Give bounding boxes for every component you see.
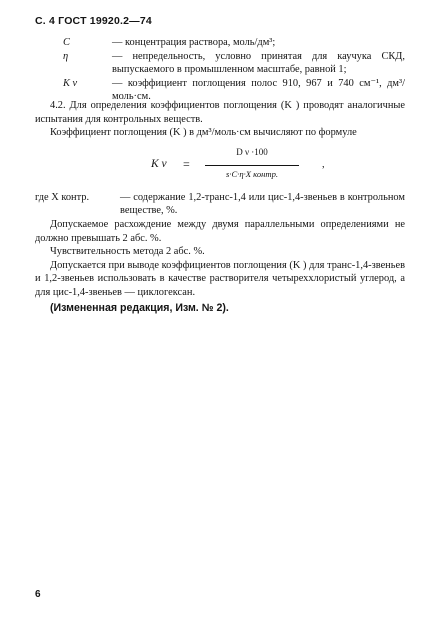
definition-symbol: С xyxy=(63,37,70,48)
definition-item xyxy=(35,50,405,77)
formula-equals: = xyxy=(183,156,190,171)
where-label: где X контр. xyxy=(35,191,90,203)
page-header: С. 4 ГОСТ 19920.2—74 xyxy=(35,15,152,27)
paragraph-4-2: 4.2. Для определения коэффициентов поглощения (K ) проводят аналогичные испытания для контрольных веществ. xyxy=(35,100,405,125)
formula-lhs: K ν xyxy=(151,157,167,170)
definition-symbol: η xyxy=(63,50,69,62)
paragraph-coefficient: Коэффициент поглощения (K ) в дм³/моль·см вычисляют по формуле xyxy=(50,127,357,139)
definition-item xyxy=(35,36,405,50)
formula-fraction-bar xyxy=(205,165,299,166)
definition-text: — непредельность, условно принятая для каучука СКД, выпускаемого в промышленном масштабе, равной 1; xyxy=(112,50,405,76)
where-text: — содержание 1,2-транс-1,4 или цис-1,4-звеньев в контрольном веществе, %. xyxy=(120,191,405,217)
formula-denominator: s·C·η·X контр. xyxy=(225,168,279,179)
formula-comma: , xyxy=(322,158,325,170)
paragraph-tolerance: Допускаемое расхождение между двумя параллельными определениями не должно превышать 2 абс. %. xyxy=(35,218,405,244)
paragraph-allowed: Допускается при выводе коэффициентов поглощения (K ) для транс-1,4-звеньев и 1,2-звеньев использовать в качестве растворителя четыреххлористый углерод, а для цис-1,4-звеньев — циклогексан. xyxy=(35,259,405,298)
definitions-list xyxy=(35,36,405,104)
definition-symbol: K ν xyxy=(63,77,78,89)
definition-text: — коэффициент поглощения полос 910, 967 и 740 см⁻¹, дм³/моль·см. xyxy=(112,77,405,103)
revision-note: (Измененная редакция, Изм. № 2). xyxy=(50,301,229,314)
definition-text: — концентрация раствора, моль/дм³; xyxy=(112,37,276,48)
formula xyxy=(35,146,405,188)
document-body xyxy=(35,99,405,315)
page-number: 6 xyxy=(35,589,41,600)
paragraph-sensitivity: Чувствительность метода 2 абс. %. xyxy=(50,246,205,258)
where-clause xyxy=(35,191,405,218)
formula-numerator: D ν ·100 xyxy=(236,146,268,157)
